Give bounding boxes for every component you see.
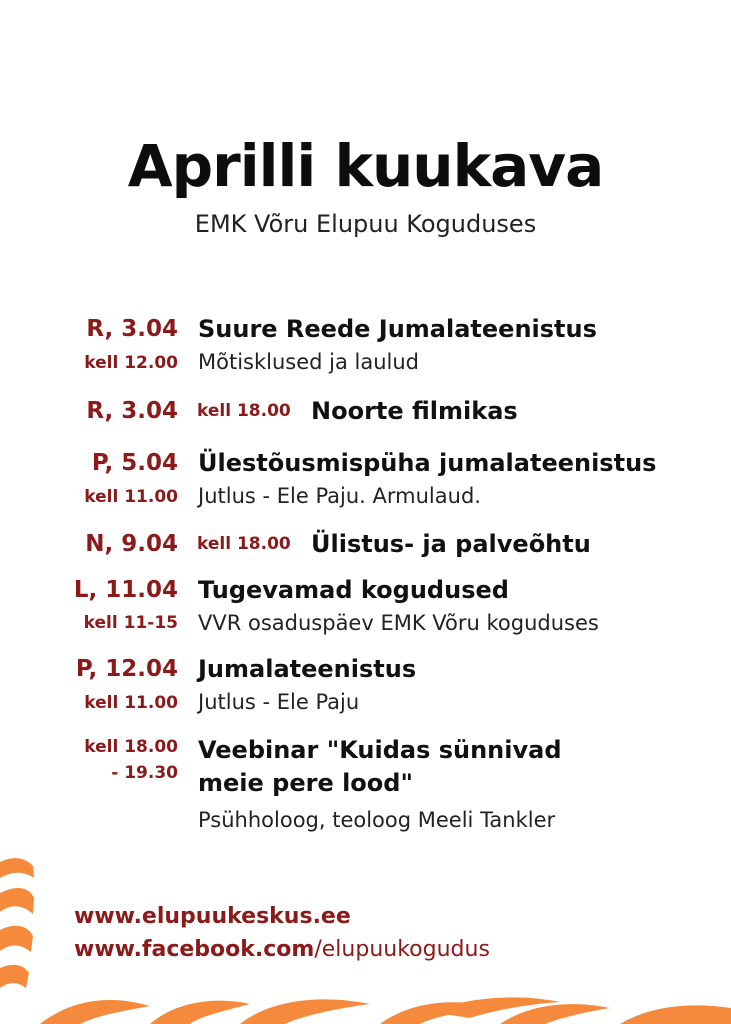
event-time: kell 11.00 — [84, 693, 178, 713]
event-title: Veebinar "Kuidas sünnivad — [198, 736, 562, 764]
event-title: Suure Reede Jumalateenistus — [198, 315, 597, 343]
event-description: Psühholoog, teoloog Meeli Tankler — [198, 808, 556, 832]
event-title: Tugevamad kogudused — [198, 576, 509, 604]
website-link[interactable] — [74, 904, 351, 929]
event-date: R, 3.04 — [86, 316, 178, 342]
event-time: kell 12.00 — [84, 353, 178, 373]
facebook-page[interactable]: /elupuukogudus — [314, 937, 490, 962]
event-date: N, 9.04 — [85, 531, 178, 557]
event-title: Ülestõusmispüha jumalateenistus — [198, 449, 657, 477]
event-time-end: - 19.30 — [111, 763, 178, 783]
event-description: Mõtisklused ja laulud — [198, 350, 420, 374]
website-url[interactable]: www.elupuukeskus.ee — [74, 904, 351, 929]
event-time-start: kell 18.00 — [84, 737, 178, 757]
event-time: kell 18.00 — [197, 534, 291, 554]
page-subtitle: EMK Võru Elupuu Koguduses — [194, 210, 537, 238]
event-description: VVR osaduspäev EMK Võru koguduses — [198, 611, 599, 635]
event-date: P, 5.04 — [91, 450, 178, 476]
facebook-domain[interactable]: www.facebook.com — [74, 937, 315, 962]
page-title: Aprilli kuukava — [127, 132, 604, 200]
event-time: kell 18.00 — [197, 401, 291, 421]
event-date: R, 3.04 — [86, 398, 178, 424]
event-description: Jutlus - Ele Paju — [198, 690, 360, 714]
event-title: Jumalateenistus — [198, 655, 417, 683]
event-date: P, 12.04 — [75, 656, 178, 682]
event-title-continued: meie pere lood" — [198, 769, 413, 797]
event-title: Noorte filmikas — [311, 397, 518, 425]
event-description: Jutlus - Ele Paju. Armulaud. — [198, 484, 481, 508]
event-time: kell 11-15 — [83, 613, 178, 633]
facebook-link[interactable] — [74, 937, 490, 962]
event-date: L, 11.04 — [73, 577, 178, 603]
event-title: Ülistus- ja palveõhtu — [311, 530, 591, 558]
event-time: kell 11.00 — [84, 487, 178, 507]
